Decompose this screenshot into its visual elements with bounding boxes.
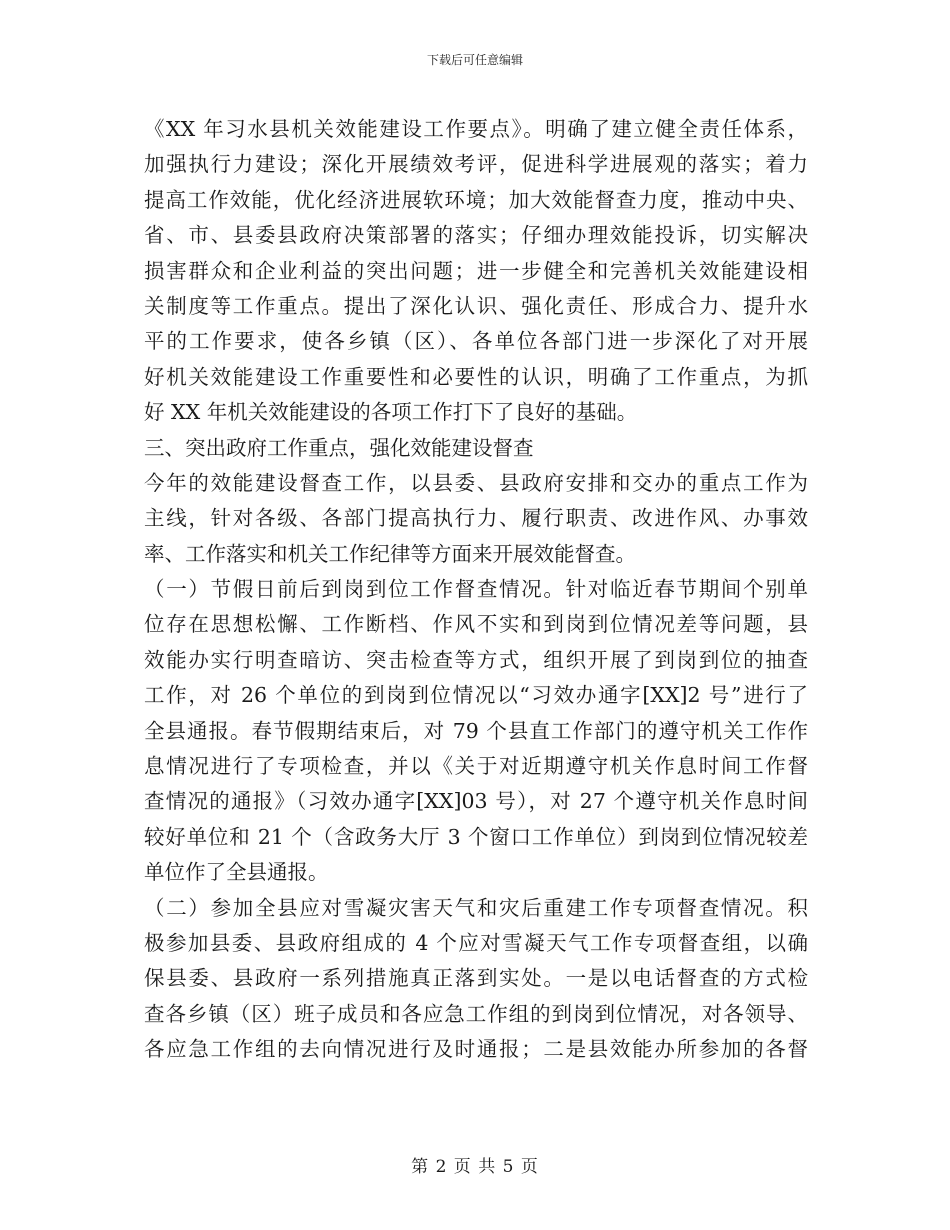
text-line: 查各乡镇（区）班子成员和各应急工作组的到岗到位情况，对各领导、 <box>144 1001 808 1026</box>
text-line: 保县委、县政府一系列措施真正落到实处。一是以电话督查的方式检 <box>144 966 808 991</box>
text-line: 各应急工作组的去向情况进行及时通报；二是县效能办所参加的各督 <box>144 1037 808 1062</box>
text-line: 较好单位和 21 个（含政务大厅 3 个窗口工作单位）到岗到位情况较差 <box>144 824 808 849</box>
text-line: 单位作了全县通报。 <box>144 860 329 885</box>
text-line: 息情况进行了专项检查，并以《关于对近期遵守机关作息时间工作督 <box>144 754 808 779</box>
text-line: 好机关效能建设工作重要性和必要性的认识，明确了工作重点，为抓 <box>144 364 808 389</box>
text-line: 好 XX 年机关效能建设的各项工作打下了良好的基础。 <box>144 400 638 425</box>
text-line: （一）节假日前后到岗到位工作督查情况。针对临近春节期间个别单 <box>144 577 808 602</box>
document-body <box>144 112 808 1068</box>
text-line: 极参加县委、县政府组成的 4 个应对雪凝天气工作专项督查组，以确 <box>144 930 808 955</box>
page-number-footer: 第 2 页 共 5 页 <box>411 1157 539 1177</box>
section-heading: 三、突出政府工作重点，强化效能建设督查 <box>144 435 534 460</box>
text-line: 加强执行力建设；深化开展绩效考评，促进科学进展观的落实；着力 <box>144 152 808 177</box>
text-line: 关制度等工作重点。提出了深化认识、强化责任、形成合力、提升水 <box>144 293 808 318</box>
text-line: 率、工作落实和机关工作纪律等方面来开展效能督查。 <box>144 541 636 566</box>
text-line: 工作，对 26 个单位的到岗到位情况以“习效办通字[XX]2 号”进行了 <box>144 683 808 708</box>
text-line: 平的工作要求，使各乡镇（区）、各单位各部门进一步深化了对开展 <box>144 329 808 354</box>
text-line: 省、市、县委县政府决策部署的落实；仔细办理效能投诉，切实解决 <box>144 223 808 248</box>
text-line: 今年的效能建设督查工作，以县委、县政府安排和交办的重点工作为 <box>144 470 808 495</box>
text-line: 《XX 年习水县机关效能建设工作要点》。明确了建立健全责任体系， <box>144 117 808 141</box>
text-line: 查情况的通报》（习效办通字[XX]03 号），对 27 个遵守机关作息时间 <box>144 789 808 814</box>
text-line: 损害群众和企业利益的突出问题；进一步健全和完善机关效能建设相 <box>144 258 808 283</box>
text-line: 效能办实行明查暗访、突击检查等方式，组织开展了到岗到位的抽查 <box>144 647 808 672</box>
text-line: （二）参加全县应对雪凝灾害天气和灾后重建工作专项督查情况。积 <box>144 895 808 920</box>
text-line: 提高工作效能，优化经济进展软环境；加大效能督查力度，推动中央、 <box>144 187 808 212</box>
text-line: 主线，针对各级、各部门提高执行力、履行职责、改进作风、办事效 <box>144 506 808 531</box>
page-header: 下载后可任意编辑 <box>426 53 523 67</box>
text-line: 位存在思想松懈、工作断档、作风不实和到岗到位情况差等问题，县 <box>144 612 808 637</box>
text-line: 全县通报。春节假期结束后，对 79 个县直工作部门的遵守机关工作作 <box>144 718 808 743</box>
